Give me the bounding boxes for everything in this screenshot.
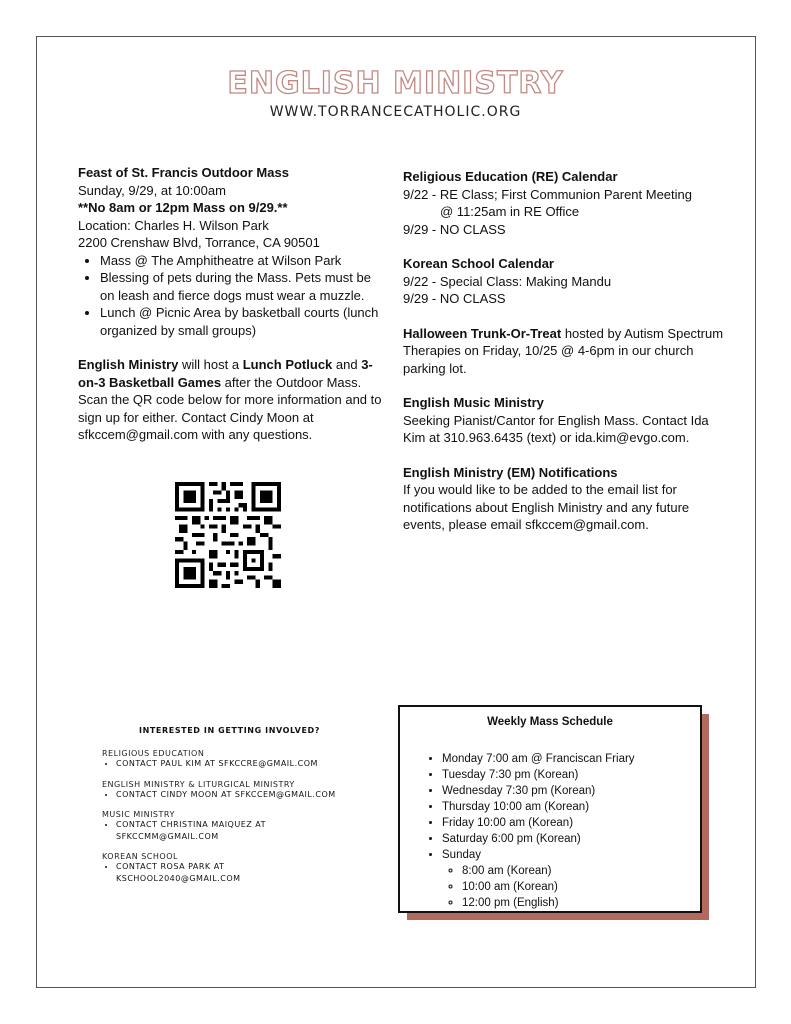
mass-schedule-box <box>398 705 702 913</box>
list-item: • Saturday 6:00 pm (Korean) <box>442 831 700 847</box>
list-item: • Lunch @ Picnic Area by basketball courts (lunch organized by small groups) <box>100 304 383 339</box>
group-title: ENGLISH MINISTRY & LITURGICAL MINISTRY <box>102 779 295 789</box>
feast-bullets <box>78 252 383 340</box>
right-column <box>403 168 733 534</box>
sunday-times <box>442 863 700 911</box>
potluck-text: and <box>332 357 362 372</box>
involvement-group <box>102 852 362 884</box>
group-title: KOREAN SCHOOL <box>102 852 178 861</box>
halloween-text: hosted by Autism Spectrum Therapies on Friday, 10/25 @ 4-6pm in our church parking lot. <box>403 325 724 376</box>
potluck-text: after the Outdoor Mass. Scan the QR code below for more information and to sign up for either. Contact Cindy Moon at sfkccem@gmail.com with any questions. <box>78 374 382 442</box>
korean-calendar-line: 9/29 - NO CLASS <box>403 291 506 306</box>
qr-code-icon[interactable] <box>175 482 281 588</box>
list-item: ◦ 10:00 am (Korean) <box>462 879 700 895</box>
list-item: ◦ 8:00 am (Korean) <box>462 863 700 879</box>
notifications-title: English Ministry (EM) Notifications <box>403 464 618 480</box>
potluck-text: will host a <box>178 357 243 372</box>
re-calendar-line: 9/22 - RE Class; First Communion Parent Meeting <box>403 186 692 202</box>
halloween-paragraph <box>403 325 733 378</box>
list-item: • Monday 7:00 am @ Franciscan Friary <box>442 751 700 767</box>
involvement-section <box>102 726 362 894</box>
feast-address: 2200 Crenshaw Blvd, Torrance, CA 90501 <box>78 235 320 250</box>
feast-title: Feast of St. Francis Outdoor Mass <box>78 165 289 180</box>
sunday-label: Sunday <box>442 849 482 861</box>
feast-location: Location: Charles H. Wilson Park <box>78 217 269 233</box>
list-item: • Blessing of pets during the Mass. Pets must be on leash and fierce dogs must wear a muzzle. <box>100 269 383 304</box>
mass-schedule-title: Weekly Mass Schedule <box>487 716 613 728</box>
music-ministry-title: English Music Ministry <box>403 395 544 410</box>
feast-notice: **No 8am or 12pm Mass on 9/29.** <box>78 200 288 215</box>
group-contact: • CONTACT CINDY MOON AT SFKCCEM@GMAIL.COM <box>116 789 362 801</box>
halloween-title: Halloween Trunk-Or-Treat <box>403 325 562 341</box>
mass-schedule-list <box>400 751 700 911</box>
re-calendar-line: 9/29 - NO CLASS <box>403 221 506 237</box>
involvement-group <box>102 749 362 770</box>
korean-calendar-line: 9/22 - Special Class: Making Mandu <box>403 273 612 289</box>
potluck-bold-ministry: English Ministry <box>78 357 179 372</box>
group-title: MUSIC MINISTRY <box>102 810 175 819</box>
list-item: • Tuesday 7:30 pm (Korean) <box>442 767 700 783</box>
list-item: ◦ 12:00 pm (English) <box>462 895 700 911</box>
page-title: ENGLISH MINISTRY <box>227 66 564 101</box>
feast-date: Sunday, 9/29, at 10:00am <box>78 182 226 198</box>
group-contact: • CONTACT PAUL KIM AT SFKCCRE@GMAIL.COM <box>116 758 362 770</box>
list-item: • Mass @ The Amphitheatre at Wilson Park <box>100 252 383 270</box>
group-contact: • CONTACT CHRISTINA MAIQUEZ AT SFKCCMM@GMAIL.COM <box>116 819 286 842</box>
korean-calendar-title: Korean School Calendar <box>403 256 554 271</box>
potluck-paragraph <box>78 356 383 444</box>
involvement-heading: INTERESTED IN GETTING INVOLVED? <box>139 726 320 735</box>
group-title: RELIGIOUS EDUCATION <box>102 749 205 758</box>
music-ministry-text: Seeking Pianist/Cantor for English Mass. Contact Ida Kim at 310.963.6435 (text) or ida.kim@evgo.com. <box>403 412 709 445</box>
potluck-bold-basketball: 3-on-3 Basketball Games <box>78 357 373 390</box>
potluck-bold-lunch: Lunch Potluck <box>242 357 333 372</box>
involvement-group <box>102 780 362 801</box>
list-item <box>442 847 700 911</box>
left-column <box>78 164 383 444</box>
list-item: • Thursday 10:00 am (Korean) <box>442 799 700 815</box>
website-url: WWW.TORRANCECATHOLIC.ORG <box>269 104 522 120</box>
notifications-text: If you would like to be added to the email list for notifications about English Ministry and any future events, please email sfkccem@gmail.com. <box>403 482 690 532</box>
re-calendar-line: @ 11:25am in RE Office <box>440 204 580 219</box>
list-item: • Wednesday 7:30 pm (Korean) <box>442 783 700 799</box>
involvement-group <box>102 810 362 842</box>
list-item: • Friday 10:00 am (Korean) <box>442 815 700 831</box>
group-contact: • CONTACT ROSA PARK AT KSCHOOL2040@GMAIL.COM <box>116 861 266 884</box>
re-calendar-title: Religious Education (RE) Calendar <box>403 169 618 184</box>
